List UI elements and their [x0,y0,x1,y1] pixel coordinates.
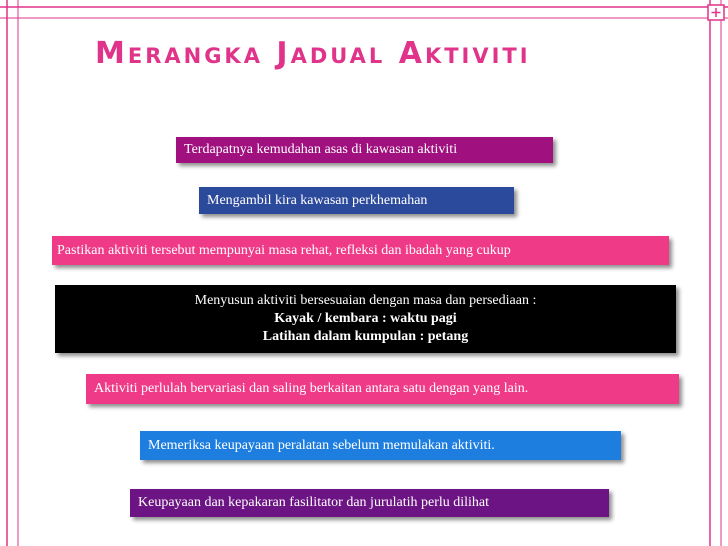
schedule-line-afternoon: Latihan dalam kumpulan : petang [262,329,469,344]
activity-box-basic-facilities: Terdapatnya kemudahan asas di kawasan aktiviti [176,137,553,163]
activity-box-facilitator-skill: Keupayaan dan kepakaran fasilitator dan jurulatih perlu dilihat [130,489,609,517]
activity-box-camp-area: Mengambil kira kawasan perkhemahan [199,187,514,214]
activity-box-rest-time: Pastikan aktiviti tersebut mempunyai masa rehat, refleksi dan ibadah yang cukup [52,236,669,265]
slide-title: Merangka Jadual Aktiviti [95,36,531,71]
schedule-line-morning: Kayak / kembara : waktu pagi [274,311,457,326]
activity-box-variety: Aktiviti perlulah bervariasi dan saling berkaitan antara satu dengan yang lain. [86,374,679,404]
activity-box-schedule [55,285,676,353]
activity-box-equipment-check: Memeriksa keupayaan peralatan sebelum memulakan aktiviti. [140,431,621,460]
schedule-line-intro: Menyusun aktiviti bersesuaian dengan masa dan persediaan : [194,293,537,308]
